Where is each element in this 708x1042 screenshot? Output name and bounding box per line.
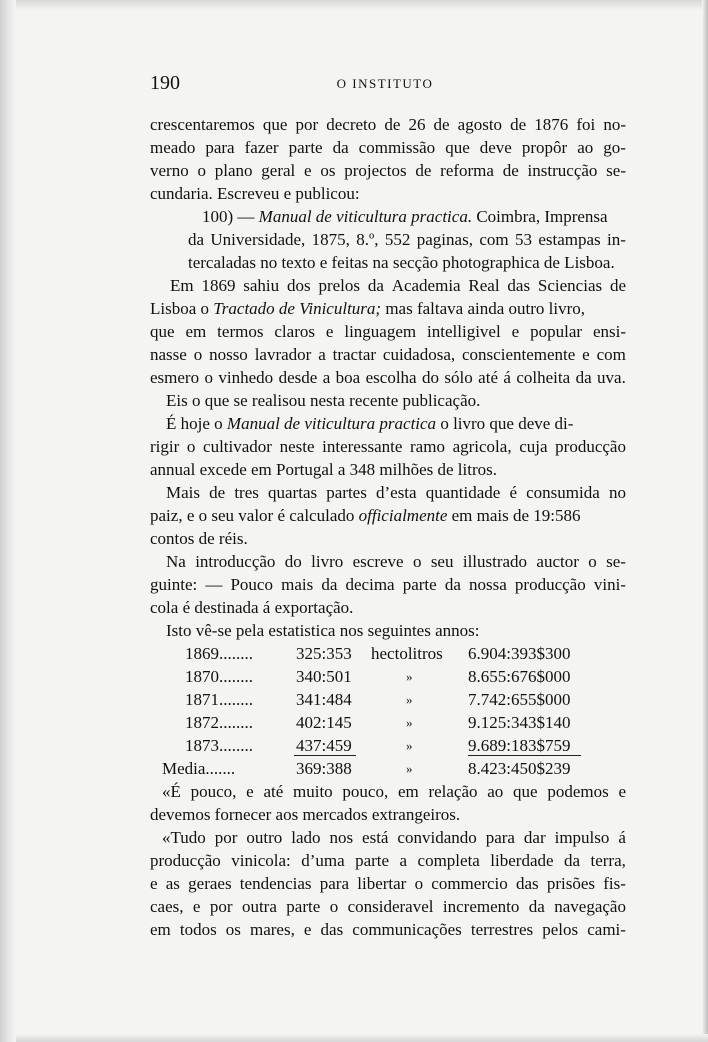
word: no [608, 483, 626, 502]
text-line [150, 343, 626, 366]
word: 552 [384, 230, 411, 249]
word: convidando [397, 828, 477, 847]
word: que [262, 115, 288, 134]
word: ramo [410, 437, 445, 456]
word: 53 [514, 230, 532, 249]
word: os [320, 161, 336, 180]
word: commercio [431, 874, 508, 893]
table-row-media: Media....... 369:388 » 8.423:450$239 [162, 759, 571, 778]
word: liberdade [490, 851, 554, 870]
text-line [170, 274, 626, 297]
word: e [511, 322, 520, 341]
word: livro [311, 552, 344, 571]
word: escreve [352, 552, 404, 571]
word: Em [170, 276, 194, 295]
word: caes, [150, 897, 184, 916]
word: 1875, [311, 230, 350, 249]
word: verno [150, 161, 189, 180]
word: cuidadosa, [382, 345, 456, 364]
word: geral [261, 161, 296, 180]
word: em [185, 322, 207, 341]
word: está [362, 828, 389, 847]
word: tractar [332, 345, 377, 364]
word: relação [428, 782, 478, 801]
word: escolha [365, 368, 417, 387]
word: uva. [597, 368, 626, 387]
emphasis: officialmente [358, 506, 448, 525]
text-line: Eis o que se realisou nesta recente publicação. [166, 391, 481, 410]
word: Universidade, [210, 230, 306, 249]
word: o [414, 874, 424, 893]
word: vinhedo [218, 368, 274, 387]
word: e [150, 874, 158, 893]
word: go- [603, 138, 626, 157]
word: se- [606, 552, 626, 571]
word: em [150, 920, 171, 939]
word: da [367, 276, 384, 295]
word: cami- [587, 920, 626, 939]
word: neste [279, 437, 315, 456]
word: — [205, 575, 223, 594]
word: tres [234, 483, 259, 502]
word: e [246, 782, 254, 801]
word: lado [291, 828, 321, 847]
word: parte [402, 575, 437, 594]
word: prelos [318, 276, 360, 295]
table-row: 1871........ 341:484 » 7.742:655$000 [185, 690, 571, 709]
word: para [485, 828, 515, 847]
word: libertar [357, 874, 407, 893]
word: nosso [209, 345, 248, 364]
word: agricola, [452, 437, 512, 456]
word: 26 [408, 115, 426, 134]
word: de [209, 483, 226, 502]
word: da [528, 897, 545, 916]
word: parte [355, 851, 390, 870]
word: 8.º, [356, 230, 379, 249]
text-line [166, 481, 626, 504]
word: pelos [542, 920, 579, 939]
word: por [214, 828, 238, 847]
book-title: Tractado de Vinicultura; [213, 299, 382, 318]
entry-title: Manual de viticultura practica. [258, 207, 473, 226]
word: e [325, 322, 334, 341]
word: outro [246, 828, 283, 847]
word: linguagem [344, 322, 417, 341]
word: de [433, 115, 450, 134]
word: o [186, 437, 196, 456]
word: lavrador [254, 345, 312, 364]
word: ao [577, 138, 594, 157]
word: deve [479, 138, 512, 157]
word: intelligivel [427, 322, 501, 341]
page-number: 190 [150, 72, 180, 94]
word: navegação [554, 897, 626, 916]
word: «Tudo [162, 828, 206, 847]
word: claros [274, 322, 315, 341]
text-line [150, 849, 626, 872]
page-top-edge [16, 0, 708, 10]
word: de [609, 276, 626, 295]
word: até [263, 782, 284, 801]
word: sólo [444, 368, 473, 387]
word: illustrado [462, 552, 528, 571]
word: o [197, 161, 206, 180]
word: rigir [150, 437, 180, 456]
word: o [193, 345, 203, 364]
ditto-mark: » [406, 761, 413, 776]
word: Pouco [230, 575, 273, 594]
page-right-edge [702, 0, 708, 1042]
text-line: Lisboa o Tractado de Vinicultura; mas faltava ainda outro livro, [150, 299, 586, 318]
word: tendencias [239, 874, 312, 893]
word: do [422, 368, 440, 387]
word: nos [329, 828, 354, 847]
table-row: 1872........ 402:145 » 9.125:343$140 [185, 713, 571, 732]
word: partes [326, 483, 367, 502]
word: podemos [547, 782, 609, 801]
ditto-mark: » [406, 669, 413, 684]
word: projectos [344, 161, 407, 180]
word: fazer [244, 138, 279, 157]
word: e [303, 920, 312, 939]
word: e [304, 161, 312, 180]
text-line: Isto vê-se pela estatistica nos seguintes annos: [166, 621, 480, 640]
word: paginas, [416, 230, 473, 249]
word: dar [523, 828, 546, 847]
text-line [150, 573, 626, 596]
ditto-mark: » [406, 692, 413, 707]
word: parte [288, 138, 323, 157]
text-line: annual excede em Portugal a 348 milhões de litros. [150, 460, 497, 479]
text-line [150, 918, 626, 941]
word: seu [430, 552, 454, 571]
page-header [150, 72, 620, 98]
text-line [150, 366, 626, 389]
page-bottom-edge [16, 1034, 708, 1042]
word: vinicola: [231, 851, 291, 870]
word: pouco, [342, 782, 389, 801]
text-line: paiz, e o seu valor é calculado officialmente em mais de 19:586 [150, 506, 581, 525]
word: as [165, 874, 180, 893]
word: a [318, 345, 326, 364]
word: termos [217, 322, 264, 341]
word: os [225, 920, 241, 939]
word: sahiu [243, 276, 280, 295]
table-row: 1873........ 437:459 » 9.689:183$759 [185, 736, 571, 755]
text-line [150, 136, 626, 159]
word: colheita [516, 368, 571, 387]
text-line [150, 159, 626, 182]
word: communicações [352, 920, 462, 939]
word: incremento [442, 897, 520, 916]
word: e [582, 345, 590, 364]
word: auctor [536, 552, 579, 571]
word: para [205, 138, 235, 157]
word: de [384, 115, 401, 134]
word: é [509, 483, 517, 502]
word: terra, [590, 851, 626, 870]
text-line [188, 228, 626, 251]
running-head: O INSTITUTO [336, 76, 434, 91]
word: meado [150, 138, 196, 157]
word: dos [286, 276, 311, 295]
ditto-mark: » [406, 715, 413, 730]
text-line [150, 113, 626, 136]
word: á [618, 828, 626, 847]
word: estampas [538, 230, 601, 249]
word: Sciencias [537, 276, 603, 295]
text-line: cola é destinada á exportação. [150, 598, 354, 617]
word: o [204, 368, 213, 387]
entry-number: 100) — [202, 207, 255, 226]
word: cuja [519, 437, 548, 456]
word: outra [241, 897, 277, 916]
word: d’esta [375, 483, 417, 502]
word: commissão [358, 138, 436, 157]
text-line [150, 895, 626, 918]
word: interessante [322, 437, 403, 456]
word: todos [179, 920, 217, 939]
word: producção [555, 437, 626, 456]
unit-label: hectolitros [371, 644, 443, 663]
word: para [319, 874, 350, 893]
table-row: 1869........ 325:353 hectolitros 6.904:393$300 [185, 644, 571, 663]
word: até [478, 368, 498, 387]
word: crescentaremos [150, 115, 255, 134]
word: que [513, 782, 538, 801]
word: foi [576, 115, 596, 134]
word: por [295, 115, 319, 134]
word: se- [606, 161, 626, 180]
word: do [284, 552, 302, 571]
text-line: cundaria. Escreveu e publicou: [150, 184, 360, 203]
word: geraes [188, 874, 232, 893]
word: boa [335, 368, 361, 387]
word: mares, [249, 920, 295, 939]
word: de [502, 161, 519, 180]
word: da [444, 575, 461, 594]
word: fis- [603, 874, 626, 893]
word: e [618, 782, 626, 801]
text-line: tercaladas no texto e feitas na secção photographica de Lisboa. [188, 253, 615, 272]
word: nasse [150, 345, 187, 364]
word: 1876 [534, 115, 569, 134]
word: o [412, 552, 422, 571]
text-line [166, 550, 626, 573]
word: impulso [554, 828, 610, 847]
word: «É [162, 782, 181, 801]
table-row: 1870........ 340:501 » 8.655:676$000 [185, 667, 571, 686]
word: da [332, 138, 349, 157]
word: Real [468, 276, 500, 295]
word: e [192, 897, 201, 916]
word: 1869 [201, 276, 236, 295]
word: de [510, 115, 527, 134]
word: da [321, 575, 338, 594]
word: com [596, 345, 626, 364]
word: das [507, 276, 531, 295]
word: muito [293, 782, 333, 801]
word: in- [607, 230, 626, 249]
word: nossa [469, 575, 507, 594]
ditto-mark: » [406, 738, 413, 753]
word: plano [214, 161, 253, 180]
word: d’uma [301, 851, 345, 870]
word: desde [278, 368, 318, 387]
word: terrestres [470, 920, 534, 939]
word: das [515, 874, 539, 893]
text-line [150, 320, 626, 343]
word: no- [603, 115, 626, 134]
word: com [479, 230, 509, 249]
word: que [445, 138, 470, 157]
word: o [329, 897, 339, 916]
word: a [399, 851, 408, 870]
sum-rule [468, 755, 581, 756]
word: esmero [150, 368, 200, 387]
text-line [162, 780, 626, 803]
word: consumida [526, 483, 600, 502]
word: agosto [457, 115, 503, 134]
word: Academia [391, 276, 461, 295]
word: introducção [195, 552, 276, 571]
word: Mais [166, 483, 200, 502]
word: quartas [268, 483, 318, 502]
word: producção [150, 851, 221, 870]
word: producção [514, 575, 586, 594]
word: decreto [326, 115, 377, 134]
text-line: É hoje o Manual de viticultura practica o livro que deve di- [166, 414, 574, 433]
word: prisões [546, 874, 596, 893]
text-line: contos de réis. [150, 529, 248, 548]
word: pouco, [190, 782, 237, 801]
text-line: devemos fornecer aos mercados extrangeiros. [150, 805, 461, 824]
word: da [188, 230, 205, 249]
word: propôr [521, 138, 568, 157]
word: Na [166, 552, 186, 571]
word: conscientemente [462, 345, 576, 364]
word: ensi- [592, 322, 626, 341]
word: das [320, 920, 344, 939]
word: guinte: [150, 575, 198, 594]
word: popular [530, 322, 583, 341]
text-line [150, 872, 626, 895]
word: vini- [593, 575, 626, 594]
book-title: Manual de viticultura practica [226, 414, 437, 433]
bibliography-entry: 100) — Manual de viticultura practica. Coimbra, Imprensa [202, 207, 608, 226]
word: da [564, 851, 581, 870]
word: quantidade [425, 483, 501, 502]
word: por [209, 897, 233, 916]
word: que [150, 322, 175, 341]
word: consideravel [347, 897, 434, 916]
word: em [397, 782, 419, 801]
word: completa [417, 851, 480, 870]
word: á [503, 368, 511, 387]
word: cultivador [203, 437, 272, 456]
sum-rule [294, 755, 356, 756]
word: decima [345, 575, 395, 594]
word: instrucção [527, 161, 598, 180]
word: de [415, 161, 432, 180]
text-line [162, 826, 626, 849]
word: a [322, 368, 331, 387]
word: parte [286, 897, 321, 916]
word: mais [281, 575, 314, 594]
binding-gutter [0, 0, 16, 1042]
word: da [575, 368, 592, 387]
word: reforma [440, 161, 494, 180]
text-line [150, 435, 626, 458]
word: o [588, 552, 597, 571]
word: ao [487, 782, 504, 801]
